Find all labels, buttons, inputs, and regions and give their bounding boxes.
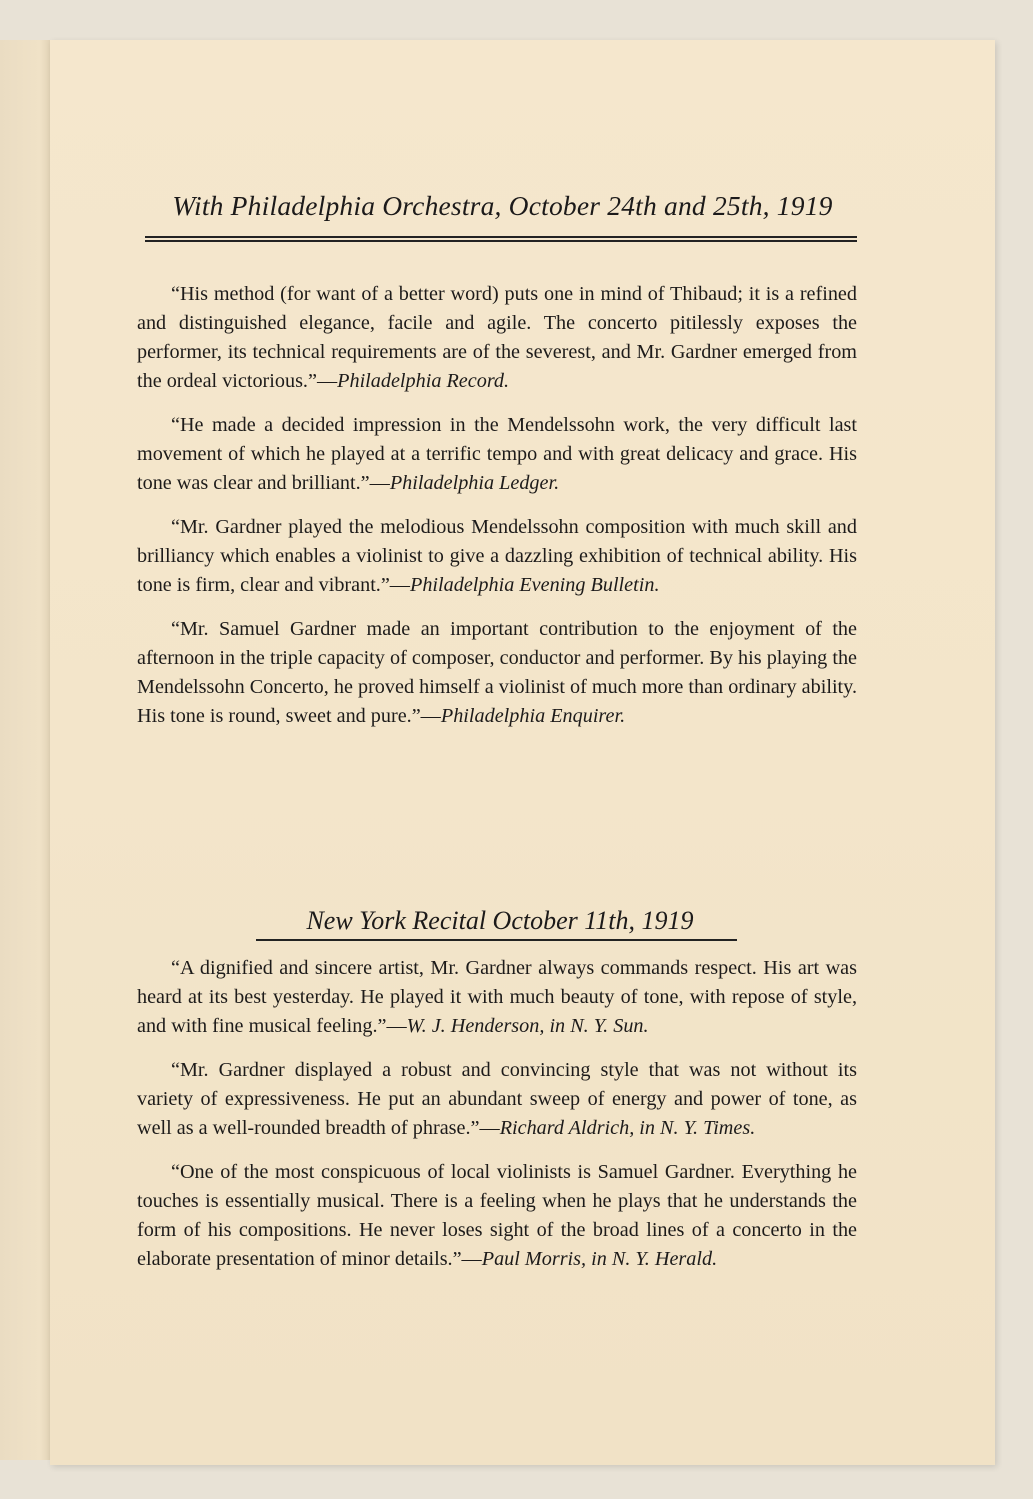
review-source: Philadelphia Enquirer. [440,705,626,727]
review-text: “His method (for want of a better word) puts one in mind of Thibaud; it is a refined and distinguished elegance, facile and agile. The concerto pitilessly exposes the performer, its technical requirements are of the severest, and Mr. Gardner emerged from the ordeal victorious.”— [137,283,857,392]
review-paragraph [137,1158,857,1274]
review-source: W. J. Henderson, in N. Y. Sun. [406,1015,649,1037]
review-text: “Mr. Gardner played the melodious Mendelssohn composition with much skill and brilliancy which enables a violinist to give a dazzling exhibition of technical ability. His tone is firm, clear and vibrant.”— [137,516,857,596]
philadelphia-reviews [137,280,857,746]
new-york-reviews [137,954,857,1289]
double-rule [145,236,857,242]
review-text: “Mr. Gardner displayed a robust and convincing style that was not without its variety of expressiveness. He put an abundant sweep of energy and power of tone, as well as a well-rounded breadth of phrase.”— [137,1059,857,1139]
program-page [50,40,995,1465]
review-paragraph [137,615,857,731]
review-paragraph [137,513,857,600]
review-source: Philadelphia Ledger. [389,472,560,494]
review-source: Philadelphia Record. [337,370,510,392]
review-source: Richard Aldrich, in N. Y. Times. [499,1117,756,1139]
review-text: “A dignified and sincere artist, Mr. Gardner always commands respect. His art was heard at its best yesterday. He played it with much beauty of tone, with repose of style, and with fine musical feeling.”— [137,957,857,1037]
review-paragraph [137,954,857,1041]
section-heading-new-york: New York Recital October 11th, 1919 [306,906,694,935]
review-paragraph [137,411,857,498]
review-text: “He made a decided impression in the Mendelssohn work, the very difficult last movement of which he played at a terrific tempo and with great delicacy and grace. His tone was clear and brilliant.”— [137,414,857,494]
review-source: Paul Morris, in N. Y. Herald. [481,1248,718,1270]
review-paragraph [137,280,857,396]
review-source: Philadelphia Evening Bulletin. [410,574,660,596]
heading-underline [256,939,737,941]
review-paragraph [137,1056,857,1143]
review-text: “One of the most conspicuous of local violinists is Samuel Gardner. Everything he touches is essentially musical. There is a feeling when he plays that he understands the form of his compositions. He never loses sight of the broad lines of a concerto in the elaborate presentation of minor details.”— [137,1161,857,1270]
review-text: “Mr. Samuel Gardner made an important contribution to the enjoyment of the afternoon in the triple capacity of composer, conductor and performer. By his playing the Mendelssohn Concerto, he proved himself a violinist of much more than ordinary ability. His tone is round, sweet and pure.”— [137,618,857,727]
section-heading-philadelphia: With Philadelphia Orchestra, October 24th and 25th, 1919 [172,190,833,221]
left-page-edge [0,40,52,1460]
